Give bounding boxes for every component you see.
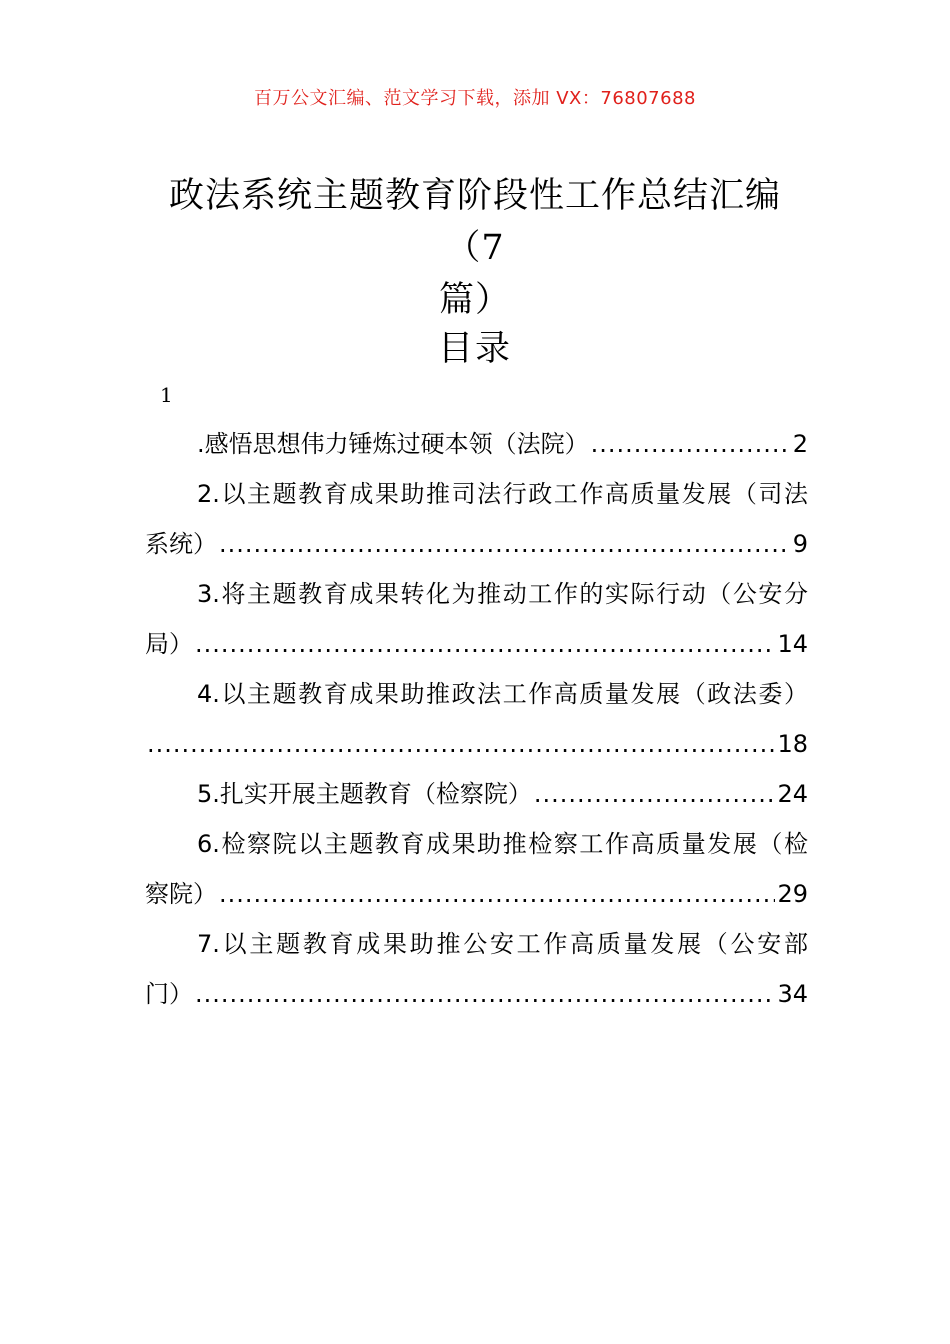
toc-page-number: 2 bbox=[792, 430, 808, 458]
document-title-line2: 篇） bbox=[438, 280, 511, 320]
toc-dot-leader bbox=[534, 769, 776, 819]
toc-dot-leader bbox=[195, 969, 775, 1019]
toc-dot-leader bbox=[195, 619, 775, 669]
toc-item-title: 6.检察院以主题教育成果助推检察工作高质量发展（检 bbox=[197, 830, 808, 858]
toc-dot-leader bbox=[147, 719, 775, 769]
toc-line bbox=[145, 519, 808, 569]
toc-page-number: 24 bbox=[777, 780, 808, 808]
toc-page-number: 14 bbox=[777, 630, 808, 658]
toc-line bbox=[145, 419, 808, 469]
toc-line bbox=[145, 719, 808, 769]
document-title bbox=[140, 170, 810, 326]
toc-item-title: 7.以主题教育成果助推公安工作高质量发展（公安部 bbox=[197, 930, 808, 958]
toc-line bbox=[145, 569, 808, 619]
table-of-contents bbox=[145, 419, 808, 1019]
toc-item[interactable] bbox=[145, 419, 808, 469]
toc-item-title-continued: 局） bbox=[145, 630, 193, 658]
toc-page-number: 9 bbox=[792, 530, 808, 558]
toc-item-title: 4.以主题教育成果助推政法工作高质量发展（政法委） bbox=[197, 680, 808, 708]
toc-line bbox=[145, 869, 808, 919]
toc-item-title-continued: 门） bbox=[145, 980, 193, 1008]
toc-item-title: .感悟思想伟力锤炼过硬本领（法院） bbox=[197, 430, 589, 458]
toc-dot-leader bbox=[219, 519, 791, 569]
toc-item-title-continued: 系统） bbox=[145, 530, 217, 558]
toc-page-number: 29 bbox=[777, 880, 808, 908]
toc-item-title: 3.将主题教育成果转化为推动工作的实际行动（公安分 bbox=[197, 580, 808, 608]
toc-item-title-continued: 察院） bbox=[145, 880, 217, 908]
document-title-line1: 政法系统主题教育阶段性工作总结汇编（ bbox=[168, 176, 781, 268]
toc-item[interactable] bbox=[145, 819, 808, 919]
page-marker: 1 bbox=[160, 383, 173, 407]
toc-line bbox=[145, 819, 808, 869]
toc-item[interactable] bbox=[145, 469, 808, 569]
toc-item[interactable] bbox=[145, 919, 808, 1019]
toc-item[interactable] bbox=[145, 569, 808, 669]
toc-item-title: 2.以主题教育成果助推司法行政工作高质量发展（司法 bbox=[197, 480, 808, 508]
toc-line bbox=[145, 669, 808, 719]
document-title-digit: 7 bbox=[481, 228, 505, 268]
toc-line bbox=[145, 769, 808, 819]
toc-item-title: 5.扎实开展主题教育（检察院） bbox=[197, 780, 532, 808]
toc-item[interactable] bbox=[145, 769, 808, 819]
toc-line bbox=[145, 919, 808, 969]
toc-dot-leader bbox=[591, 419, 791, 469]
toc-line bbox=[145, 969, 808, 1019]
toc-heading: 目录 bbox=[437, 329, 512, 369]
toc-dot-leader bbox=[219, 869, 775, 919]
toc-line bbox=[145, 619, 808, 669]
toc-page-number: 18 bbox=[777, 730, 808, 758]
header-note: 百万公文汇编、范文学习下载，添加 VX：76807688 bbox=[254, 88, 696, 109]
toc-item[interactable] bbox=[145, 669, 808, 769]
toc-line bbox=[145, 469, 808, 519]
toc-page-number: 34 bbox=[777, 980, 808, 1008]
